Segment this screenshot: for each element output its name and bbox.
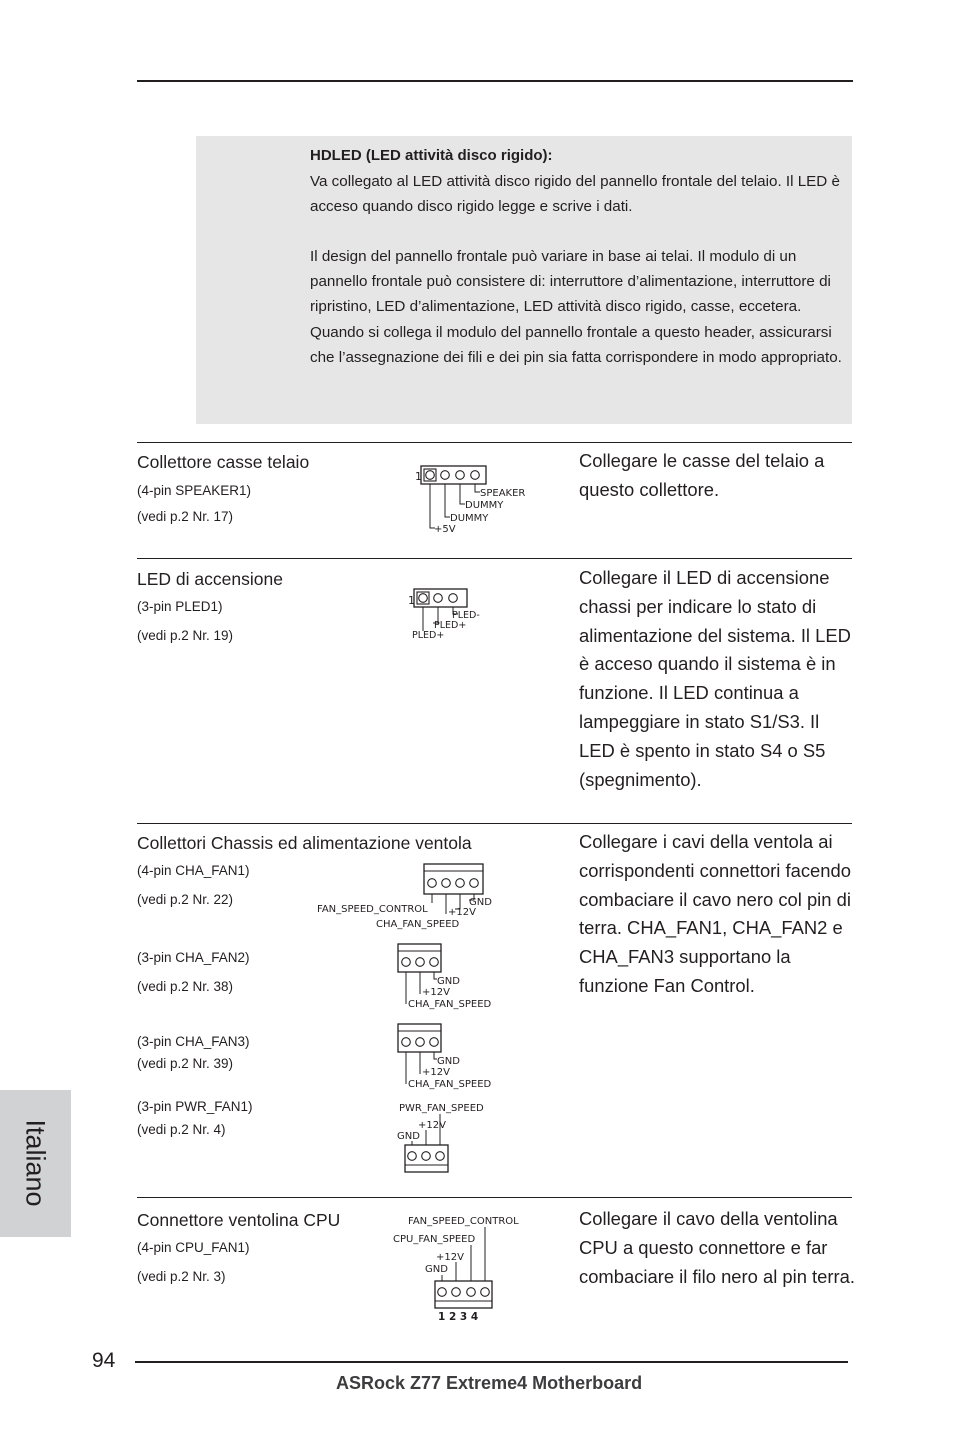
label-12v: +12V [448,907,476,918]
cpu-fan-ref: (vedi p.2 Nr. 3) [137,1269,226,1284]
cha-fan2-ref: (vedi p.2 Nr. 38) [137,979,234,994]
cha-fan3-ref: (vedi p.2 Nr. 39) [137,1056,234,1071]
label-pled-minus: PLED- [452,610,480,621]
cha-fan2-pin: (3-pin CHA_FAN2) [137,950,250,965]
cpu-fan-title: Connettore ventolina CPU [137,1210,341,1230]
language-side-tab [0,1090,71,1237]
cha-fan1-pin: (4-pin CHA_FAN1) [137,863,250,878]
chassis-fan-title: Collettori Chassis ed alimentazione ventola [137,833,472,853]
label-dummy: DUMMY [465,500,504,511]
label-12v: +12V [436,1252,464,1263]
pin [430,958,439,967]
bottom-rule [135,1361,848,1363]
pin [419,594,428,603]
pled-description: Collegare il LED di accensione chassi per indicare lo stato di alimentazione del sistema. Il LED è acceso quando il sistema è in funzione. Il LED continua a lampeggiare in stato S1/S3. Il LED è spento in stato S4 o S5 (spegnimento). [579,567,851,790]
pin [438,1288,447,1297]
pin [416,958,425,967]
label-gnd: GND [437,1056,460,1067]
pin [456,471,465,480]
label-cha-fan-speed: CHA_FAN_SPEED [408,999,492,1010]
header-outline [405,1145,448,1172]
pin [408,1152,417,1161]
speaker-header-diagram [412,460,542,538]
top-rule [137,80,853,82]
pwr-fan1-ref: (vedi p.2 Nr. 4) [137,1122,226,1137]
pled-header-diagram [406,583,496,643]
label-12v: +12V [422,1067,450,1078]
header-outline [435,1281,492,1308]
pin [449,594,458,603]
pwr-fan1-pin: (3-pin PWR_FAN1) [137,1099,253,1114]
cpu-fan-description: Collegare il cavo della ventolina CPU a questo connettore e far combaciare il filo nero al pin terra. [579,1208,855,1287]
pin [402,1038,411,1047]
pin [442,879,451,888]
label-pled-plus: PLED+ [434,620,467,631]
speaker-ref: (vedi p.2 Nr. 17) [137,509,234,524]
label-dummy: DUMMY [450,513,489,524]
separator [137,823,852,824]
pin [402,958,411,967]
cha-fan3-pin: (3-pin CHA_FAN3) [137,1034,250,1049]
wire [430,484,435,528]
separator [137,442,852,443]
pin1-label: 1 [415,470,422,483]
label-gnd: GND [397,1131,420,1142]
label-gnd: GND [425,1264,448,1275]
label-12v: +12V [418,1120,446,1131]
pled-pin: (3-pin PLED1) [137,599,223,614]
cpu-fan-pin: (4-pin CPU_FAN1) [137,1240,250,1255]
note-title: HDLED (LED attività disco rigido): [310,147,553,164]
language-label: Italiano [20,1119,51,1207]
footer-title: ASRock Z77 Extreme4 Motherboard [336,1373,643,1393]
pled-ref: (vedi p.2 Nr. 19) [137,628,234,643]
pin-numbers: 1 2 3 4 [438,1311,479,1323]
label-fan-speed-control: FAN_SPEED_CONTROL [408,1216,519,1227]
label-gnd: GND [469,897,492,908]
pwr-fan1-diagram [396,1100,506,1175]
pin [481,1288,490,1297]
pin [434,594,443,603]
label-pwr-fan-speed: PWR_FAN_SPEED [399,1103,484,1114]
pin [416,1038,425,1047]
pin [452,1288,461,1297]
pin [426,471,435,480]
cha-fan3-diagram [396,1022,506,1090]
note-paragraph-1: Va collegato al LED attività disco rigido del pannello frontale del telaio. Il LED è acceso quando disco rigido legge e scrive i dati. [310,173,840,216]
label-gnd: GND [437,976,460,987]
pled-title: LED di accensione [137,569,283,589]
label-cha-fan-speed: CHA_FAN_SPEED [376,919,460,930]
pin [422,1152,431,1161]
separator [137,558,852,559]
separator [137,1197,852,1198]
pin [470,879,479,888]
pin1-label: 1 [408,594,415,607]
label-cpu-fan-speed: CPU_FAN_SPEED [393,1234,476,1245]
speaker-pin: (4-pin SPEAKER1) [137,483,252,498]
pin [471,471,480,480]
cha-fan1-ref: (vedi p.2 Nr. 22) [137,892,234,907]
label-cha-fan-speed: CHA_FAN_SPEED [408,1079,492,1090]
speaker-description: Collegare le casse del telaio a questo collettore. [579,450,825,500]
label-5v: +5V [434,524,456,535]
cha-fan1-diagram [316,862,506,932]
label-12v: +12V [422,987,450,998]
label-speaker: SPEAKER [480,488,526,499]
label-pled-plus: PLED+ [412,630,445,641]
page-number: 94 [92,1349,116,1372]
cpu-fan-diagram [392,1213,532,1325]
pin [441,471,450,480]
pin [430,1038,439,1047]
label-fan-speed-control: FAN_SPEED_CONTROL [317,904,428,915]
pin [456,879,465,888]
cha-fan2-diagram [396,942,506,1010]
pin [467,1288,476,1297]
pin [428,879,437,888]
chassis-fan-description: Collegare i cavi della ventola ai corrispondenti connettori facendo combaciare il cavo nero col pin di terra. CHA_FAN1, CHA_FAN2 e CHA_FAN3 supportano la funzione Fan Control. [579,831,851,996]
note-paragraph-2: Il design del pannello frontale può variare in base ai telai. Il modulo di un pannello frontale può consistere di: interruttore d’alimentazione, interruttore di ripristino, LED d’alimentazione, LED attività disco rigido, casse, eccetera. Quando si collega il modulo del pannello frontale a questo header, assicurarsi che l’assegnazione dei fili e dei pin sia fatta corrispondere in modo appropriato. [310,248,842,366]
pin [436,1152,445,1161]
speaker-title: Collettore casse telaio [137,452,310,472]
